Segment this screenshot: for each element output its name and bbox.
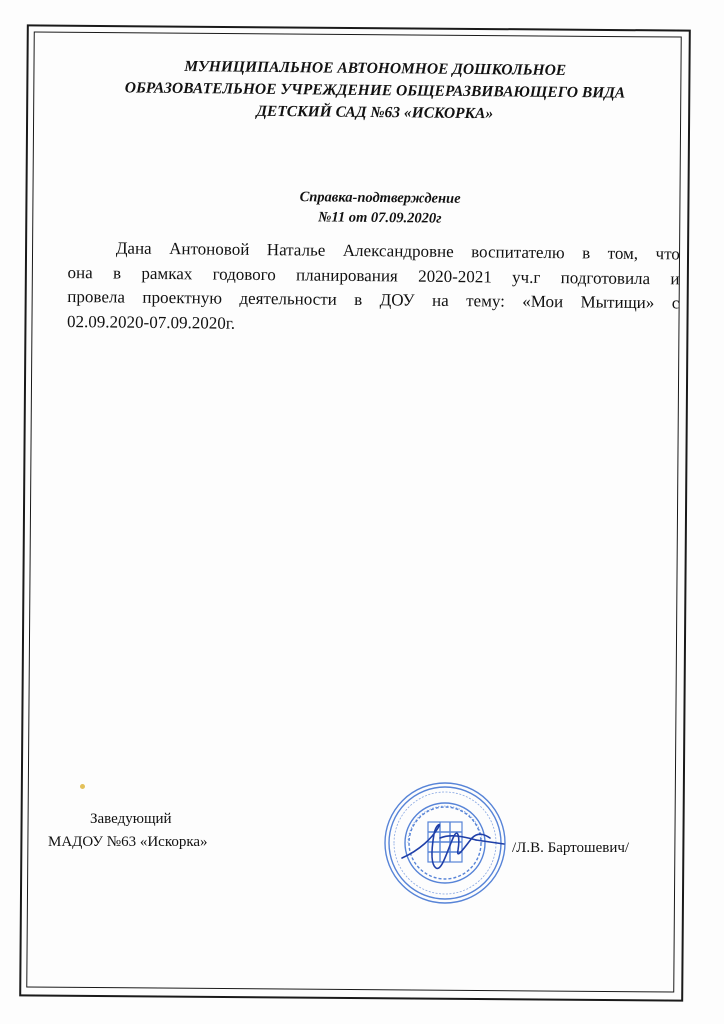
body-line-4: 02.09.2020-07.09.2020г. bbox=[67, 311, 236, 333]
signer-name: /Л.В. Бартошевич/ bbox=[512, 840, 630, 856]
official-stamp-icon bbox=[380, 778, 510, 908]
document-number: №11 от 07.09.2020г bbox=[318, 209, 442, 227]
document-title: Справка-подтверждение bbox=[299, 189, 461, 207]
body-line-3: провела проектную деятельности в ДОУ на тему: «Мои Мытищи» с bbox=[67, 286, 680, 313]
body-line-2: она в рамках годового планирования 2020-2021 уч.г подготовила и bbox=[67, 262, 680, 288]
position-title: Заведующий bbox=[90, 811, 172, 827]
header-line-3: ДЕТСКИЙ САД №63 «ИСКОРКА» bbox=[256, 102, 494, 123]
signature-position bbox=[48, 808, 208, 854]
document-body bbox=[67, 236, 680, 340]
institution-header bbox=[80, 55, 671, 127]
header-line-2: ОБРАЗОВАТЕЛЬНОЕ УЧРЕЖДЕНИЕ ОБЩЕРАЗВИВАЮЩЕГО ВИДА bbox=[124, 79, 626, 102]
position-organization: МАДОУ №63 «Искорка» bbox=[48, 834, 208, 850]
header-line-1: МУНИЦИПАЛЬНОЕ АВТОНОМНОЕ ДОШКОЛЬНОЕ bbox=[184, 58, 567, 80]
scan-speck bbox=[80, 784, 85, 789]
body-line-1: Дана Антоновой Наталье Александровне воспитателю в том, что bbox=[115, 238, 680, 264]
document-title-block bbox=[180, 186, 580, 230]
